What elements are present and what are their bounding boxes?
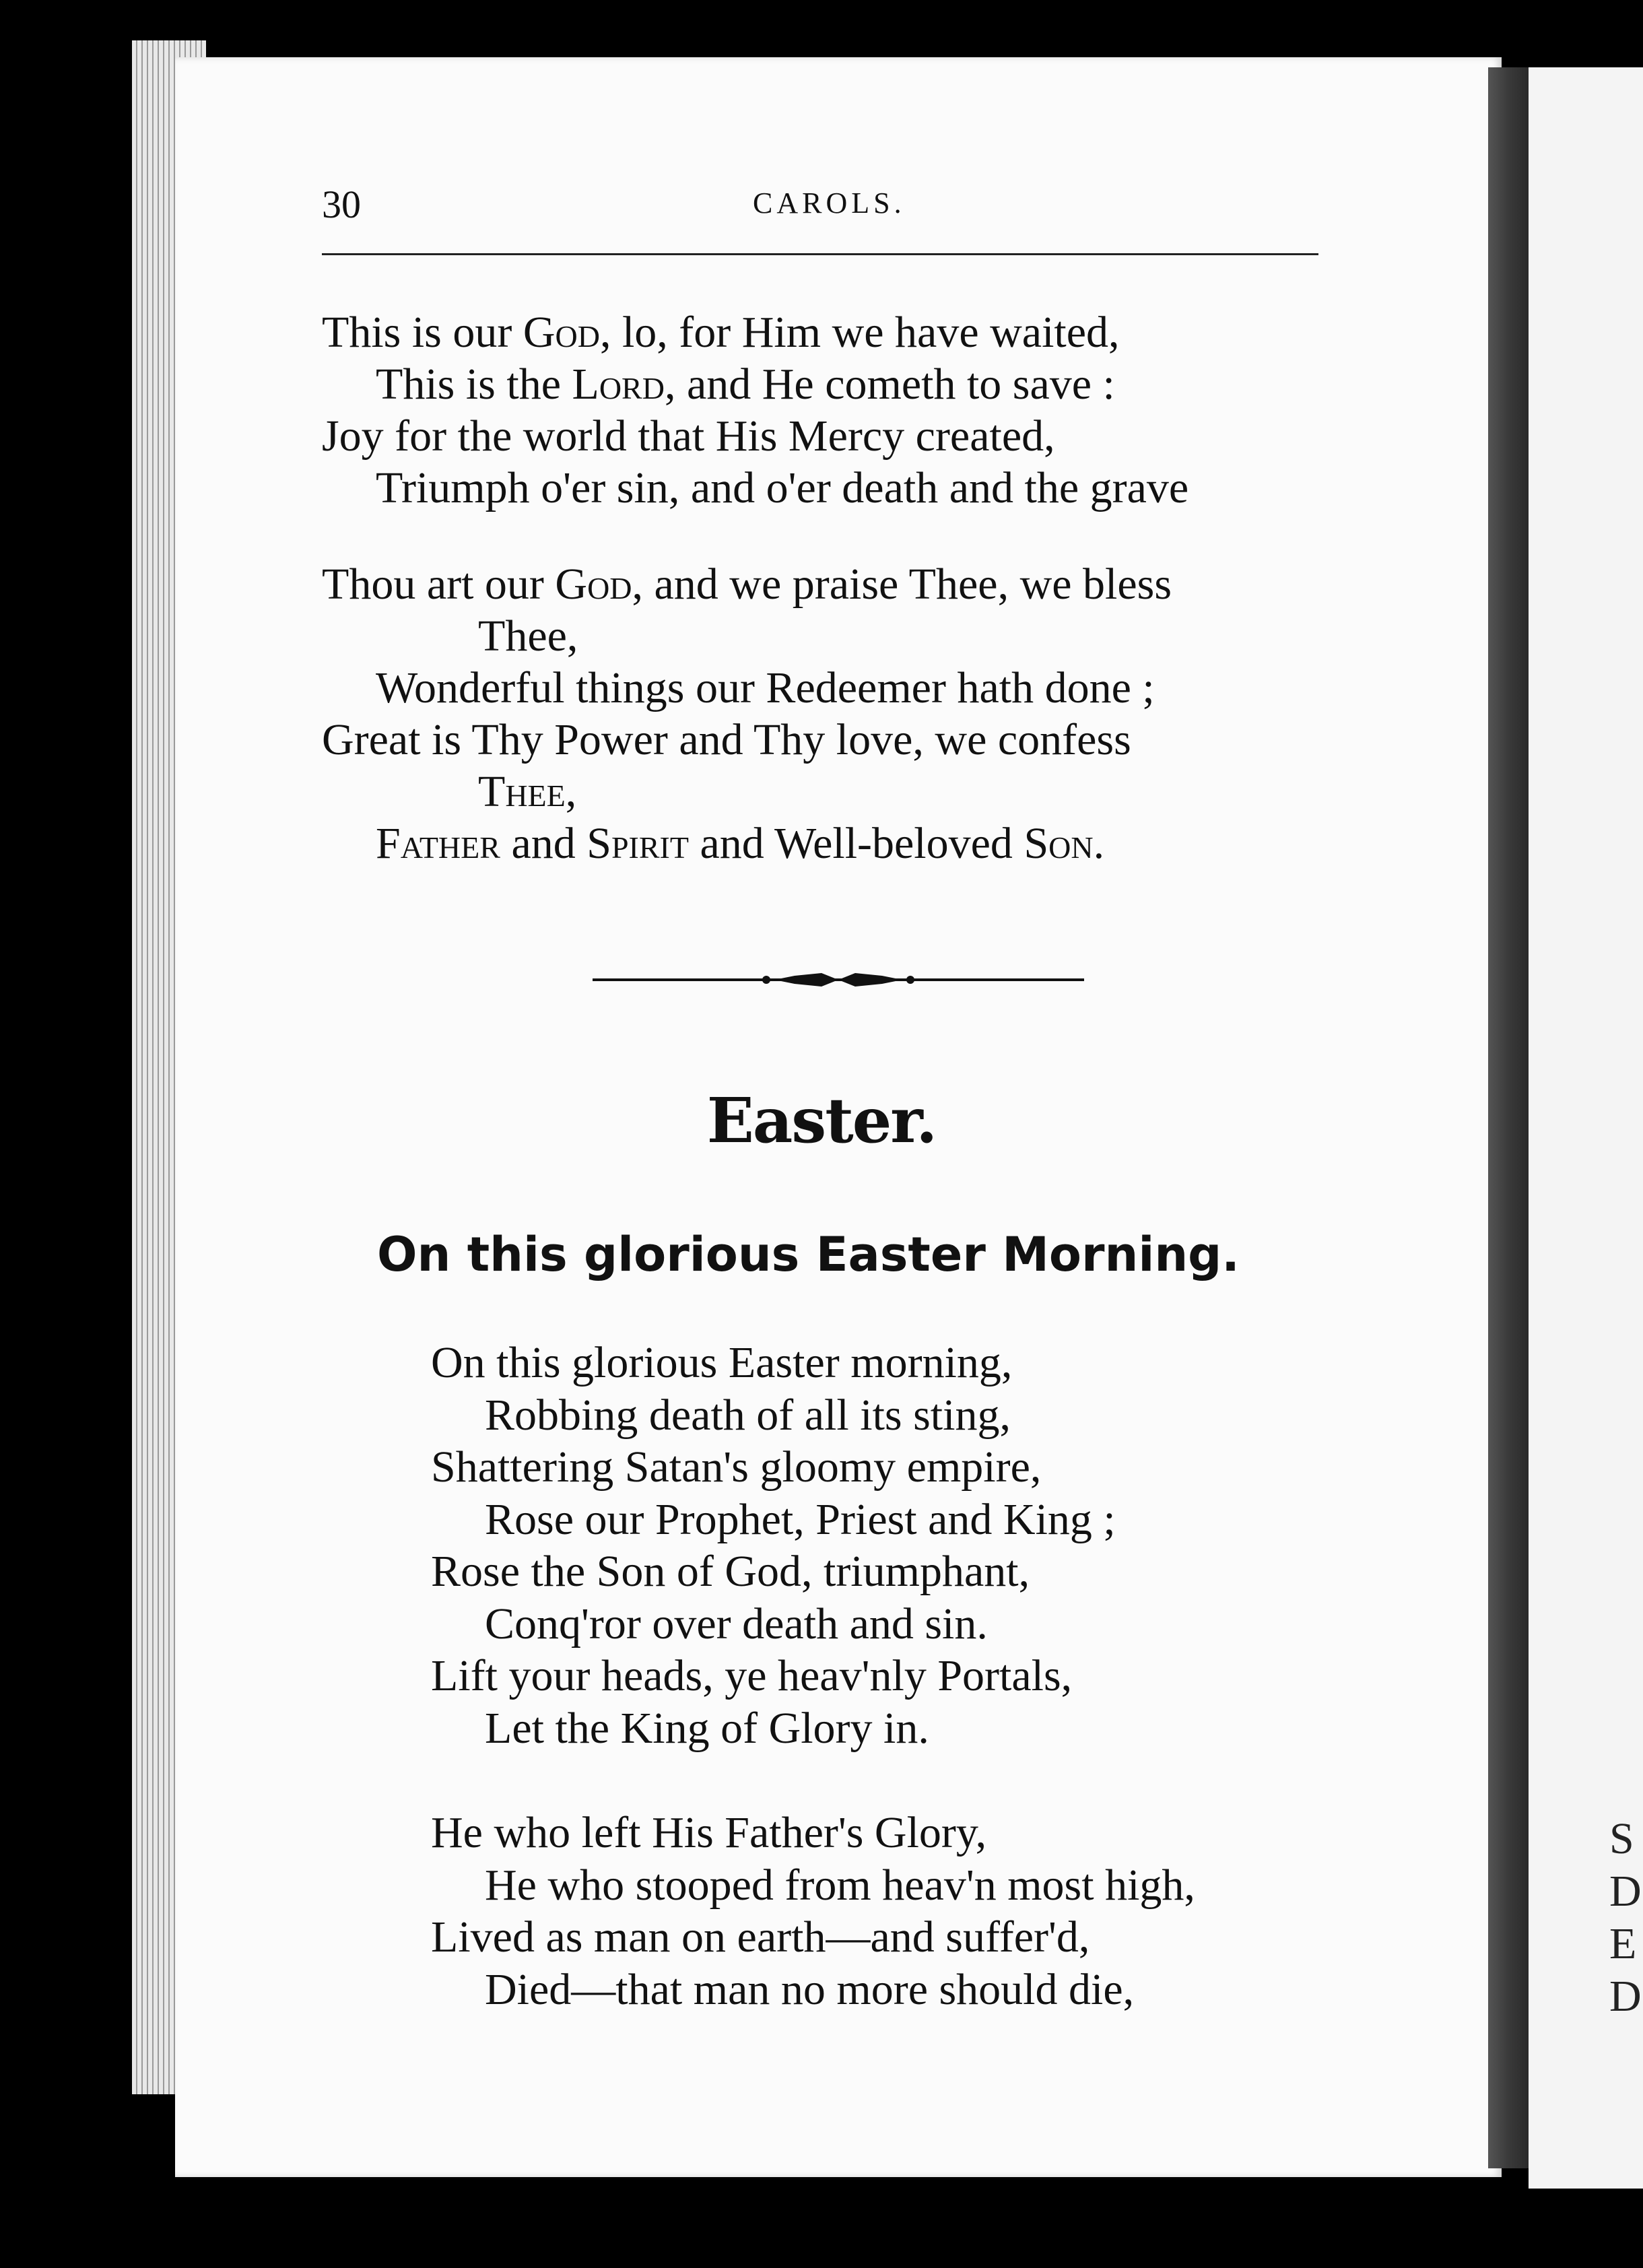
book-gutter <box>1488 67 1529 2168</box>
hymn-line: Rose our Prophet, Priest and King ; <box>485 1494 1116 1544</box>
verse-line <box>322 358 1372 410</box>
small-caps-word: God <box>523 308 600 357</box>
verse-text: , and we praise Thee, we bless <box>632 560 1172 609</box>
verse-line <box>322 818 1372 869</box>
hymn-line: Lift your heads, ye heav'nly Portals, <box>431 1651 1073 1700</box>
verse-text: Thee, <box>478 611 578 661</box>
verse-text: Wonderful things our Redeemer hath done ; <box>376 663 1155 712</box>
verse-text: , and He cometh to save : <box>664 360 1115 409</box>
verse-line <box>322 462 1372 514</box>
page-number: 30 <box>322 182 361 226</box>
hymn-stanza-2 <box>431 1807 1441 2015</box>
facing-page-fragment: D <box>1609 1867 1642 1916</box>
ornamental-divider <box>593 963 1084 997</box>
facing-page-fragment: D <box>1609 1972 1642 2021</box>
small-caps-word: Thee <box>478 767 566 816</box>
verse-text: and Well-beloved <box>688 819 1024 868</box>
hymn-line: He who left His Father's Glory, <box>431 1808 987 1857</box>
verse-text: Thou art our <box>322 560 556 609</box>
verse-text: , lo, for Him we have waited, <box>599 308 1120 357</box>
verse-text: , <box>565 767 577 816</box>
hymn-line: Lived as man on earth—and suffer'd, <box>431 1912 1090 1962</box>
facing-page <box>1529 67 1643 2189</box>
verse-line <box>322 306 1372 358</box>
verse-text: Great is Thy Power and Thy love, we confess <box>322 715 1131 764</box>
hymn-line: Rose the Son of God, triumphant, <box>431 1547 1030 1596</box>
verse-text: . <box>1093 819 1105 868</box>
divider-dot-right <box>906 976 914 984</box>
verse-line <box>322 610 1372 662</box>
verse-text: This is the <box>376 360 572 409</box>
hymn-line: On this glorious Easter morning, <box>431 1338 1013 1387</box>
small-caps-word: God <box>555 560 632 609</box>
verse-text: This is our <box>322 308 523 357</box>
verse-line <box>322 558 1372 610</box>
divider-dot-left <box>762 976 770 984</box>
hymn-line: Let the King of Glory in. <box>485 1703 929 1753</box>
hymn-stanza-1 <box>431 1337 1441 1754</box>
running-head: CAROLS. <box>753 187 906 220</box>
hymn-line: Shattering Satan's gloomy empire, <box>431 1442 1042 1492</box>
small-caps-word: Spirit <box>586 819 689 868</box>
small-caps-word: Lord <box>572 360 665 409</box>
small-caps-word: Father <box>376 819 500 868</box>
page-header <box>322 182 1318 236</box>
verse-line <box>322 714 1372 766</box>
verse-line <box>322 662 1372 714</box>
verse-line <box>322 410 1372 462</box>
verse-text: Joy for the world that His Mercy created, <box>322 411 1055 461</box>
hymn-line: He who stooped from heav'n most high, <box>485 1860 1195 1910</box>
carol-stanza-2 <box>322 558 1372 869</box>
carol-stanza-1 <box>322 306 1372 514</box>
facing-page-fragment: S <box>1609 1814 1634 1863</box>
verse-line <box>322 766 1372 818</box>
divider-left-lobe <box>774 973 838 987</box>
facing-page-fragment: E <box>1609 1919 1637 1968</box>
hymn-line: Robbing death of all its sting, <box>485 1390 1011 1440</box>
section-title: Easter. <box>706 1084 937 1157</box>
header-rule <box>322 253 1318 255</box>
verse-text: Triumph o'er sin, and o'er death and the grave <box>376 463 1189 512</box>
hymn-line: Conq'ror over death and sin. <box>485 1599 988 1648</box>
hymn-line: Died—that man no more should die, <box>485 1964 1135 2014</box>
verse-text: and <box>500 819 587 868</box>
hymn-title: On this glorious Easter Morning. <box>377 1227 1240 1282</box>
divider-right-lobe <box>838 973 902 987</box>
small-caps-word: Son <box>1024 819 1094 868</box>
